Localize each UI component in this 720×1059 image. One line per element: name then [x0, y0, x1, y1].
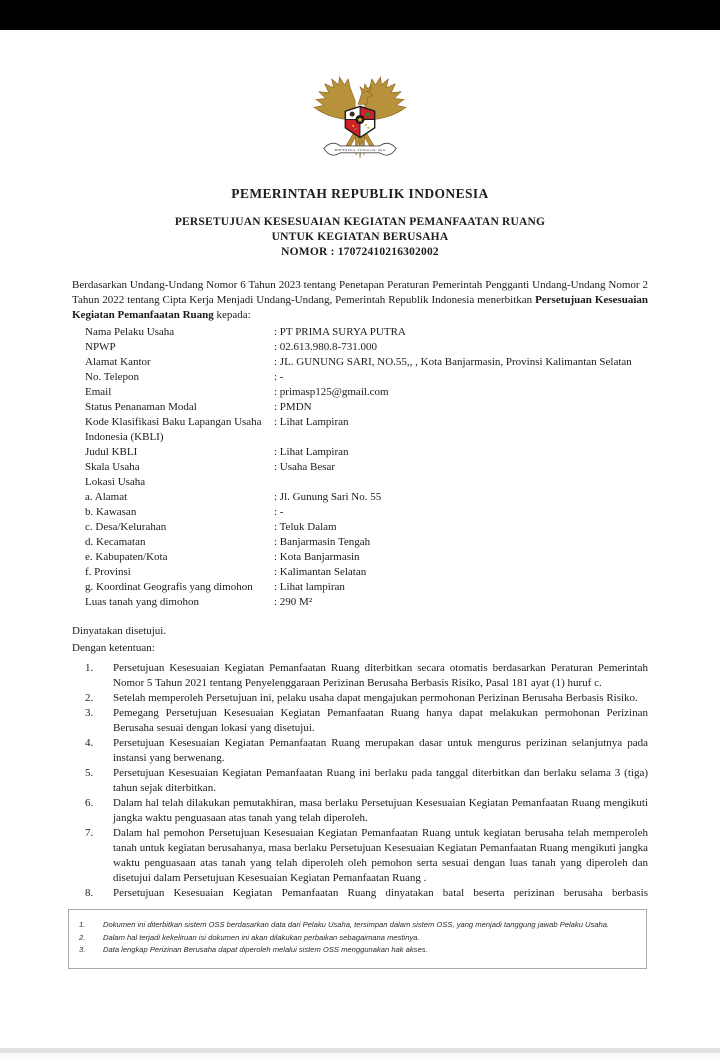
field-label: g. Koordinat Geografis yang dimohon — [85, 581, 253, 593]
condition-text: Persetujuan Kesesuaian Kegiatan Pemanfaatan Ruang merupakan dasar untuk mengurus perizinan selanjutnya pada instansi yang berwenang. — [113, 737, 648, 764]
condition-number: 8. — [85, 887, 94, 899]
decision-block — [72, 624, 648, 656]
field-value: : Kota Banjarmasin — [274, 551, 360, 563]
applicant-fields — [85, 325, 648, 610]
field-value: : - — [274, 506, 284, 518]
field-value: : Lihat lampiran — [274, 581, 345, 593]
footer-note-text: Dalam hal terjadi kekeliruan isi dokumen ini akan dilakukan perbaikan sebagaimana mestinya. — [103, 932, 420, 942]
field-label: Luas tanah yang dimohon — [85, 596, 199, 608]
condition-item — [85, 661, 648, 691]
top-black-bar — [0, 0, 720, 30]
footer-note — [79, 944, 634, 957]
field-value: : Banjarmasin Tengah — [274, 536, 371, 548]
condition-number: 3. — [85, 707, 94, 719]
field-label: d. Kecamatan — [85, 536, 146, 548]
field-kode-kbli — [85, 415, 648, 445]
field-luas-tanah — [85, 595, 648, 610]
document-title-block — [0, 215, 720, 260]
field-label: b. Kawasan — [85, 506, 137, 518]
condition-number: 4. — [85, 737, 94, 749]
page-boundary-gap — [0, 1053, 720, 1059]
field-label: Skala Usaha — [85, 461, 140, 473]
condition-number: 1. — [85, 662, 94, 674]
condition-number: 2. — [85, 692, 94, 704]
condition-text: Persetujuan Kesesuaian Kegiatan Pemanfaatan Ruang ini berlaku pada tanggal diterbitkan dan berlaku selama 3 (tiga) tahun sejak diterbitkan. — [113, 767, 648, 794]
field-status-penanaman-modal — [85, 400, 648, 415]
field-label: NPWP — [85, 341, 116, 353]
document-number: NOMOR : 17072410216302002 — [281, 246, 439, 258]
condition-text: Persetujuan Kesesuaian Kegiatan Pemanfaatan Ruang dinyatakan batal beserta perizinan berusaha berbasis — [113, 887, 648, 899]
field-value: : PT PRIMA SURYA PUTRA — [274, 326, 406, 338]
field-kabupaten-kota — [85, 550, 648, 565]
document-title-line2: UNTUK KEGIATAN BERUSAHA — [271, 231, 449, 243]
intro-text-after: kepada: — [213, 309, 251, 321]
footer-note-number: 3. — [79, 945, 86, 954]
field-label: e. Kabupaten/Kota — [85, 551, 168, 563]
field-label: f. Provinsi — [85, 566, 131, 578]
field-judul-kbli — [85, 445, 648, 460]
condition-text: Dalam hal telah dilakukan pemutakhiran, masa berlaku Persetujuan Kesesuaian Kegiatan Pemanfaatan Ruang mengikuti jangka waktu penguasaan atas tanah yang telah diperoleh. — [113, 797, 648, 824]
footer-note-number: 2. — [79, 932, 86, 942]
field-value: : Usaha Besar — [274, 461, 336, 473]
intro-paragraph — [72, 278, 648, 323]
emblem-motto-text: BHINNEKA TUNGGAL IKA — [334, 147, 386, 152]
condition-item — [85, 706, 648, 736]
field-value: : Jl. Gunung Sari No. 55 — [274, 491, 382, 503]
field-label: c. Desa/Kelurahan — [85, 521, 167, 533]
condition-item — [85, 826, 648, 886]
field-label: Kode Klasifikasi Baku Lapangan Usaha Indonesia (KBLI) — [85, 416, 262, 443]
condition-item — [85, 886, 648, 901]
condition-item — [85, 736, 648, 766]
field-label: Lokasi Usaha — [85, 476, 146, 488]
condition-text: Persetujuan Kesesuaian Kegiatan Pemanfaatan Ruang diterbitkan secara otomatis berdasarkan Peraturan Pemerintah Nomor 5 Tahun 2021 tentang Penyelenggaraan Perizinan Berusaha Berbasis Risiko, Pasal 181 ayat (1) huruf c. — [113, 662, 648, 689]
field-alamat-kantor — [85, 355, 648, 370]
field-label: a. Alamat — [85, 491, 128, 503]
footer-note-text: Data lengkap Perizinan Berusaha dapat diperoleh melalui sistem OSS menggunakan hak akses. — [103, 945, 428, 954]
field-label: Judul KBLI — [85, 446, 138, 458]
condition-text: Pemegang Persetujuan Kesesuaian Kegiatan Pemanfaatan Ruang hanya dapat melakukan permohonan Perizinan Berusaha sesuai dengan lokasi yang disetujui. — [113, 707, 648, 734]
field-value: : - — [274, 371, 284, 383]
condition-text: Dalam hal pemohon Persetujuan Kesesuaian Kegiatan Pemanfaatan Ruang untuk kegiatan berusaha telah memperoleh tanah untuk kegiatan berusahanya, masa berlaku Persetujuan Kesesuaian Kegiatan Pemanfaatan Ruang mengikuti jangka waktu penguasaan atas tanah yang telah diperoleh oleh pemohon serta sesuai dengan luas tanah yang diperoleh dan disetujui dalam Persetujuan Kesesuaian Kegiatan Pemanfaatan Ruang . — [113, 827, 648, 884]
conditions-list — [85, 661, 648, 901]
footer-note-number: 1. — [79, 920, 86, 929]
field-skala-usaha — [85, 460, 648, 475]
condition-text: Setelah memperoleh Persetujuan ini, pelaku usaha dapat mengajukan permohonan Perizinan Berusaha Berbasis Risiko. — [113, 692, 638, 704]
garuda-pancasila-icon — [310, 75, 410, 165]
field-label: Email — [85, 386, 112, 398]
field-desa-kelurahan — [85, 520, 648, 535]
footer-note — [79, 919, 634, 932]
field-label: Alamat Kantor — [85, 356, 151, 368]
field-value: : primasp125@gmail.com — [274, 386, 389, 398]
field-provinsi — [85, 565, 648, 580]
government-title: PEMERINTAH REPUBLIK INDONESIA — [231, 186, 489, 201]
field-label: No. Telepon — [85, 371, 140, 383]
condition-number: 6. — [85, 797, 94, 809]
intro-text-before: Berdasarkan Undang-Undang Nomor 6 Tahun 2023 tentang Penetapan Peraturan Pemerintah Pengganti Undang-Undang Nomor 2 Tahun 2022 tentang Cipta Kerja Menjadi Undang-Undang, Pemerintah Republik Indonesia menerbitkan — [72, 279, 648, 306]
footer-note — [79, 932, 634, 945]
field-value: : Kalimantan Selatan — [274, 566, 367, 578]
condition-number: 5. — [85, 767, 94, 779]
decision-approved-text: Dinyatakan disetujui. — [72, 625, 167, 637]
field-email — [85, 385, 648, 400]
condition-item — [85, 796, 648, 826]
field-value: : JL. GUNUNG SARI, NO.55,, , Kota Banjarmasin, Provinsi Kalimantan Selatan — [274, 356, 632, 368]
garuda-pancasila-emblem — [310, 75, 410, 165]
field-alamat — [85, 490, 648, 505]
intro-bold-phrase: Persetujuan Kesesuaian Kegiatan Pemanfaatan Ruang — [72, 294, 648, 321]
field-value: : Lihat Lampiran — [274, 416, 349, 428]
condition-item — [85, 766, 648, 796]
condition-item — [85, 691, 648, 706]
field-npwp — [85, 340, 648, 355]
field-nama-pelaku-usaha — [85, 325, 648, 340]
field-value: : Teluk Dalam — [274, 521, 337, 533]
field-value: : PMDN — [274, 401, 312, 413]
field-label: Nama Pelaku Usaha — [85, 326, 175, 338]
decision-terms-intro: Dengan ketentuan: — [72, 642, 155, 654]
oss-footer-notes-box — [68, 909, 647, 969]
field-kawasan — [85, 505, 648, 520]
document-title-line1: PERSETUJUAN KESESUAIAN KEGIATAN PEMANFAATAN RUANG — [174, 216, 546, 228]
footer-note-text: Dokumen ini diterbitkan sistem OSS berdasarkan data dari Pelaku Usaha, tersimpan dalam sistem OSS, yang menjadi tanggung jawab Pelaku Usaha. — [103, 920, 610, 929]
field-no-telepon — [85, 370, 648, 385]
field-koordinat-geografis — [85, 580, 648, 595]
field-value: : Lihat Lampiran — [274, 446, 349, 458]
field-value: : 290 M² — [274, 596, 313, 608]
field-label: Status Penanaman Modal — [85, 401, 197, 413]
condition-number: 7. — [85, 827, 94, 839]
field-kecamatan — [85, 535, 648, 550]
field-value: : 02.613.980.8-731.000 — [274, 341, 377, 353]
field-lokasi-usaha — [85, 475, 648, 490]
